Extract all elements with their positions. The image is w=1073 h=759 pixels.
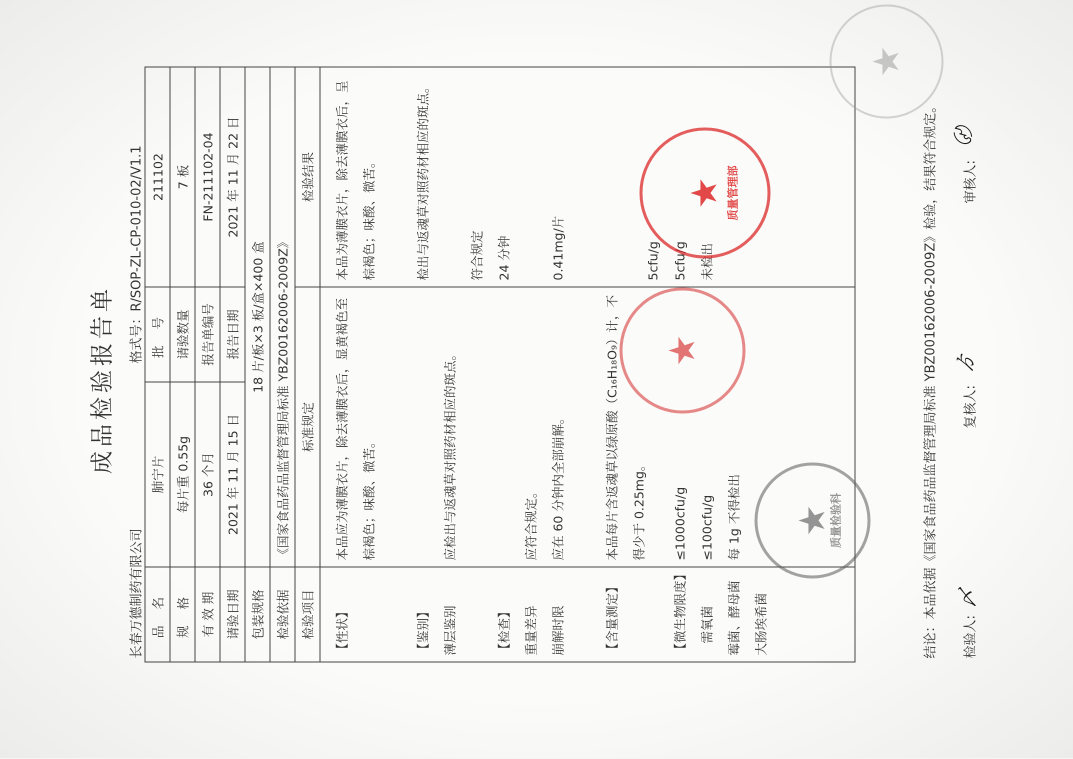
spec-value: 每片重 0.55g [170, 382, 195, 567]
table-row [320, 67, 855, 662]
stamp-star-icon: ★ [792, 504, 833, 537]
table-row [220, 67, 245, 662]
column-header-row [295, 67, 320, 662]
inspector-label: 检验人: [963, 615, 979, 659]
stamp-star-icon: ★ [684, 176, 726, 210]
faded-stamp [830, 5, 944, 119]
table-row [245, 67, 270, 662]
disint-std: 应在 60 分钟内全部崩解。 [550, 411, 566, 561]
assay-result: 0.41mg/片 [550, 215, 566, 281]
product-name-value: 肺宁片 [145, 382, 170, 567]
request-date-label: 请验日期 [220, 567, 245, 662]
packaging-label: 包装规格 [245, 567, 270, 662]
approver-signature: 〄 [951, 126, 976, 147]
request-date-value: 2021 年 11 月 15 日 [220, 382, 245, 567]
column-item: 检验项目 [295, 567, 320, 662]
weight-std: 应符合规定。 [523, 485, 539, 561]
tlc-label: 薄层鉴别 [442, 605, 458, 656]
properties-head: 【性状】 [334, 605, 350, 656]
packaging-value: 18 片/板×3 板/盒×400 盒 [245, 67, 270, 567]
assay-head: 【含量测定】 [604, 580, 620, 656]
inspection-report [0, 1, 1073, 759]
report-date-value: 2021 年 11 月 22 日 [220, 67, 245, 287]
basis-label: 检验依据 [270, 567, 295, 662]
tlc-std: 应检出与返魂草对照药材相应的斑点。 [442, 347, 458, 561]
mold-result: 5cfu/g [672, 241, 688, 281]
check-head: 【检查】 [496, 605, 512, 656]
ecoli-label: 大肠埃希菌 [753, 592, 769, 656]
table-row [270, 67, 295, 662]
ecoli-result: 未检出 [699, 242, 715, 281]
company-name: 长春万德制药有限公司 [129, 528, 145, 659]
inspector-signature: 〆 [955, 588, 980, 609]
report-no-label: 报告单编号 [195, 287, 220, 382]
aerobic-label: 需氧菌 [699, 605, 715, 644]
report-no-value: FN-211102-04 [195, 67, 220, 287]
item-column [320, 567, 855, 662]
qc-stamp [755, 463, 871, 579]
assay-std: 本品每片含返魂草以绿原酸（C₁₆H₁₈O₉）计，不得少于 0.25mg。 [604, 294, 647, 561]
disint-result: 24 分钟 [496, 235, 512, 281]
qty-label: 请验数量 [170, 287, 195, 382]
mold-label: 霉菌、酵母菌 [726, 580, 742, 656]
qty-value: 7 板 [170, 67, 195, 287]
aerobic-result: 5cfu/g [645, 241, 661, 281]
conclusion: 结论：本品依据《国家食品药品监督管理局标准 YBZ00162006-2009Z》检验，结果符合规定。 [923, 99, 939, 659]
tlc-result: 检出与返魂草对照药材相应的斑点。 [415, 80, 431, 281]
column-standard: 标准规定 [295, 287, 320, 567]
reviewer-label: 复核人: [963, 385, 979, 429]
table-row [145, 67, 170, 662]
format-code: 格式号：R/SOP-ZL-CP-010-02/V1.1 [129, 145, 145, 364]
mold-std: ≤100cfu/g [699, 494, 715, 561]
table-row [170, 67, 195, 662]
quality-dept-stamp-label: 质量管理部 [726, 165, 739, 221]
column-result: 检验结果 [295, 67, 320, 287]
table-row [195, 67, 220, 662]
reviewer-signature: ゟ [953, 353, 978, 374]
batch-value: 211102 [145, 67, 170, 287]
properties-std: 本品应为薄膜衣片，除去薄膜衣后，显黄褐色至棕褐色；味酸、微苦。 [334, 297, 377, 561]
basis-value: 《国家食品药品监督管理局标准 YBZ00162006-2009Z》 [270, 67, 295, 567]
stamp-star-icon: ★ [866, 45, 907, 78]
disint-label: 崩解时限 [550, 605, 566, 656]
micro-head: 【微生物限度】 [672, 567, 688, 656]
company-stamp [620, 288, 746, 414]
batch-label: 批 号 [145, 287, 170, 382]
stamp-star-icon: ★ [662, 334, 703, 367]
spec-label: 规 格 [170, 567, 195, 662]
validity-value: 36 个月 [195, 382, 220, 567]
ecoli-std: 每 1g 不得检出 [726, 474, 742, 561]
result-column [320, 67, 855, 287]
product-name-label: 品 名 [145, 567, 170, 662]
validity-label: 有 效 期 [195, 567, 220, 662]
report-title: 成品检验报告单 [89, 285, 116, 474]
ident-head: 【鉴别】 [415, 605, 431, 656]
aerobic-std: ≤1000cfu/g [672, 486, 688, 561]
qc-stamp-label: 质量检验科 [829, 493, 843, 548]
weight-label: 重量差异 [523, 605, 539, 656]
report-date-label: 报告日期 [220, 287, 245, 382]
approver-label: 审核人: [963, 160, 979, 204]
quality-dept-stamp [640, 128, 771, 259]
weight-result: 符合规定 [469, 230, 485, 281]
properties-result: 本品为薄膜衣片，除去薄膜衣后，呈棕褐色；味酸、微苦。 [334, 80, 377, 281]
